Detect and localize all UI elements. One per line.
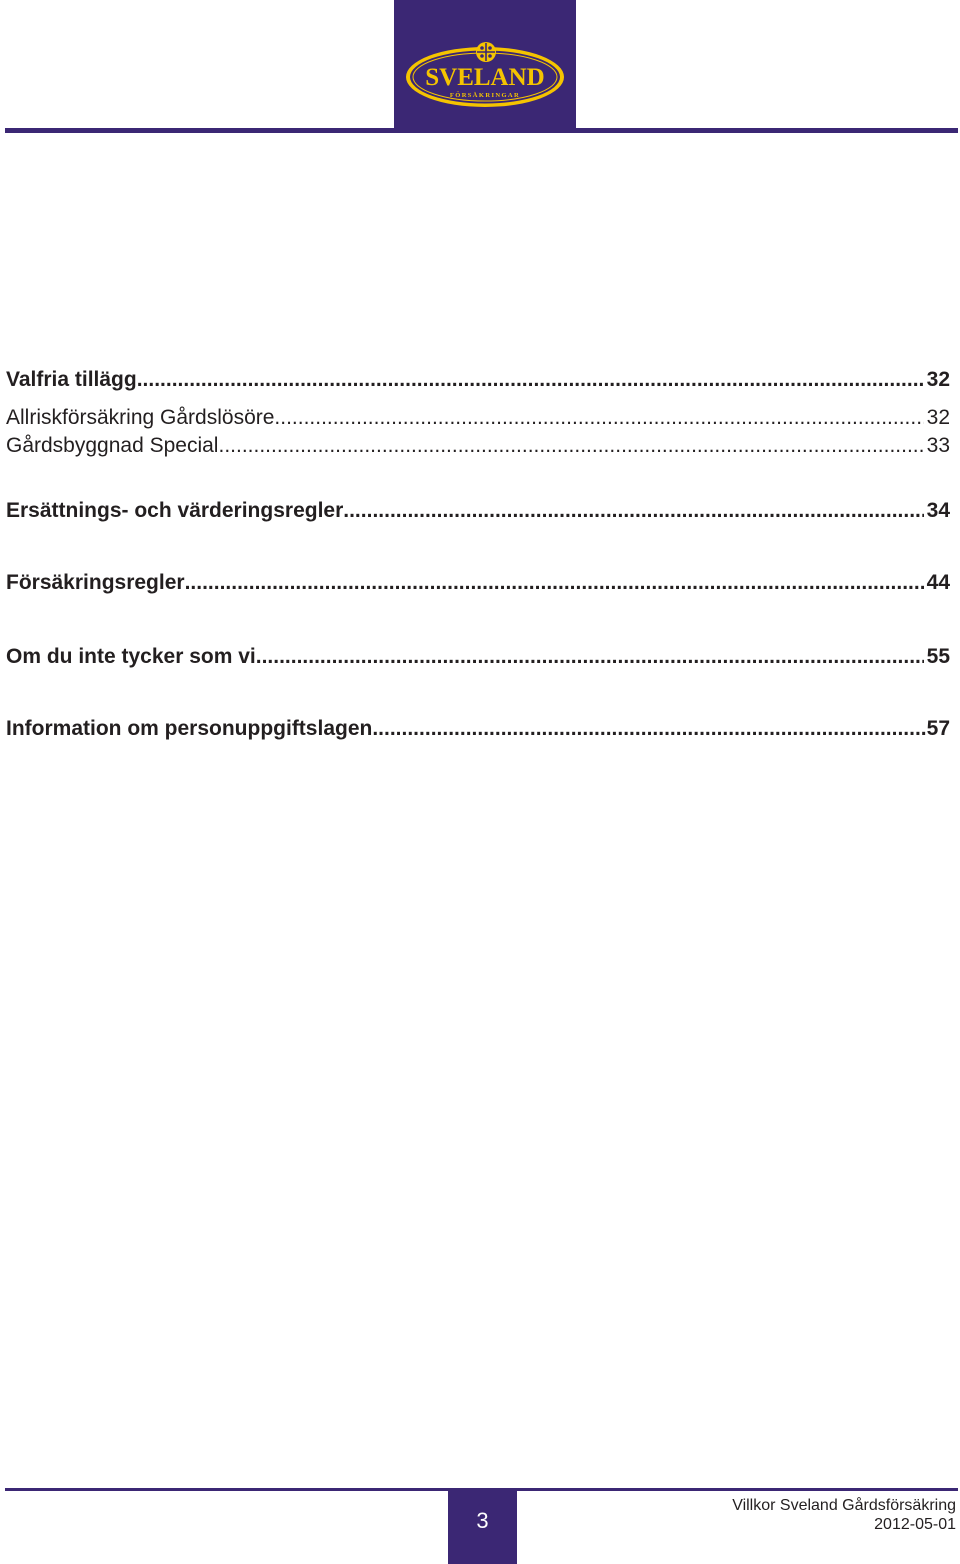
- toc-entry-title: Försäkringsregler: [6, 571, 185, 594]
- logo-wordmark: SVELAND: [425, 64, 545, 91]
- toc-dot-leader: [137, 367, 924, 393]
- toc-entry-forsakringsregler[interactable]: [6, 570, 950, 596]
- toc-entry-page: 57: [926, 717, 950, 740]
- toc-dot-leader: [274, 405, 923, 431]
- toc-entry-allriskforsakring[interactable]: [6, 405, 950, 431]
- toc-entry-title: Om du inte tycker som vi: [6, 645, 256, 668]
- toc-entry-title: Allriskförsäkring Gårdslösöre: [6, 406, 275, 429]
- toc-entry-page: 32: [924, 405, 950, 431]
- toc-entry-ersattningsregler[interactable]: [6, 498, 950, 524]
- toc-entry-page: 44: [924, 570, 950, 596]
- toc-entry-om-du-inte-tycker-som-vi[interactable]: [6, 644, 950, 670]
- toc-entry-page: 55: [924, 644, 950, 670]
- toc-entry-page: 34: [924, 498, 950, 524]
- toc-entry-title: Ersättnings- och värderingsregler: [6, 499, 344, 522]
- toc-dot-leader: [218, 433, 923, 459]
- toc-entry-valfria-tillagg[interactable]: [6, 367, 950, 393]
- toc-entry-title: Information om personuppgiftslagen: [6, 717, 373, 740]
- toc-entry-gardsbyggnad-special[interactable]: [6, 433, 950, 459]
- toc-entry-page: 33: [924, 433, 950, 459]
- toc-dot-leader: [372, 716, 926, 742]
- toc-dot-leader: [185, 570, 924, 596]
- logo-tagline: FÖRSÄKRINGAR: [449, 92, 521, 99]
- toc-dot-leader: [256, 644, 924, 670]
- footer-date: 2012-05-01: [874, 1516, 956, 1533]
- sveland-logo: [394, 0, 576, 133]
- toc-entry-personuppgiftslagen[interactable]: [6, 716, 950, 742]
- toc-entry-title: Valfria tillägg: [6, 368, 137, 391]
- footer-document-title: Villkor Sveland Gårdsförsäkring: [732, 1497, 956, 1514]
- sveland-emblem-icon: [394, 0, 576, 133]
- toc-entry-title: Gårdsbyggnad Special: [6, 434, 219, 457]
- toc-dot-leader: [343, 498, 923, 524]
- toc-entry-page: 32: [924, 367, 950, 393]
- page-number: 3: [476, 1508, 489, 1533]
